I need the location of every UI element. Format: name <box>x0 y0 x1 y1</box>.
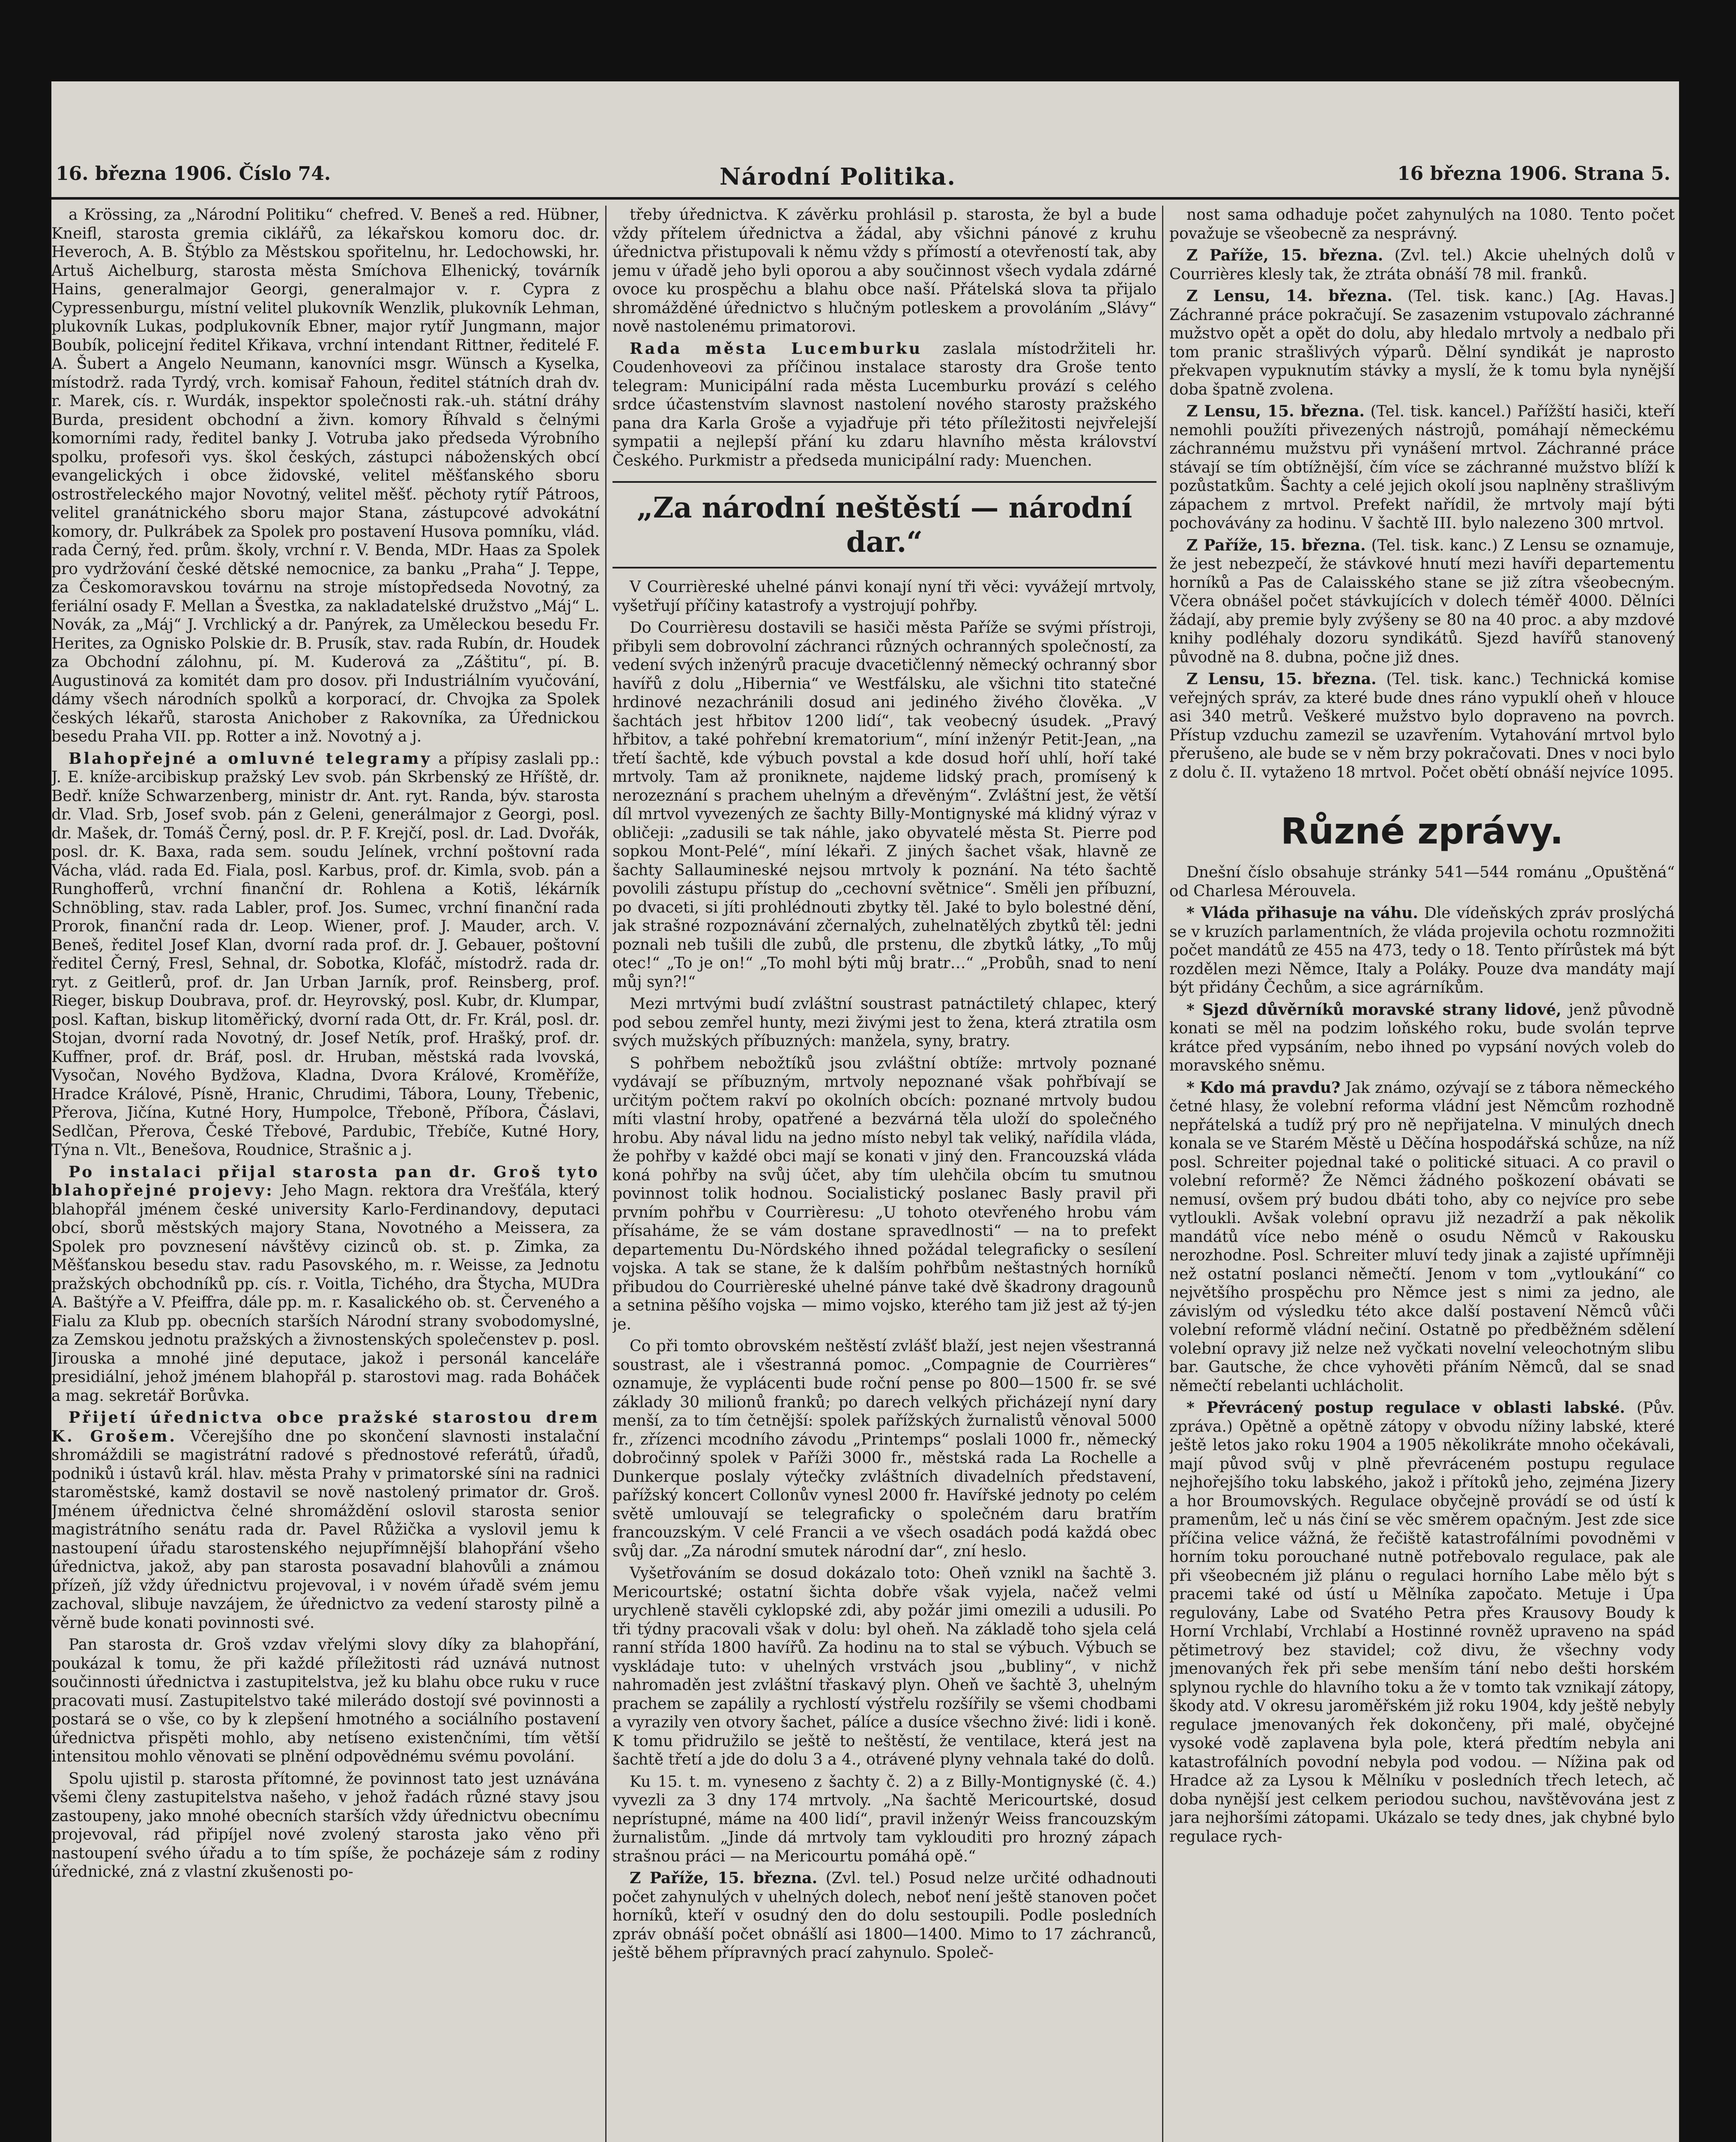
article-paragraph: a Krössing, za „Národní Politiku“ chefred. V. Beneš a red. Hübner, Kneifl, starosta gremia ciklářů, za lékařskou komoru doc. dr. Heveroch, A. B. Štýblo za Městskou spořitelnu, hr. Ledochowski, hr. Artuš Aichelburg, starosta města Smíchova Elhenický, továrník Hains, generalmajor Georgi, generalmajor v. r. Cypra z Cypressenburgu, místní velitel plukovník Wenzlik, plukovník Lehman, plukovník Lukas, podplukovník Ebner, major rytíř Jungmann, major Boubík, policejní ředitel Křikava, vrchní intendant Rittner, ředitelé F. A. Šubert a Angelo Neumann, kanovníci msgr. Wünsch a Kyselka, místodrž. rada Tyrdý, vrch. komisař Fahoun, ředitel státních drah dv. r. Marek, cís. r. Wurdák, inspektor společnosti rak.-uh. státní dráhy Burda, president obchodní a živn. komory Říhvald s čelnými komorními rady, ředitel banky J. Votruba jako předseda Výrobního spolku, profesoři vys. škol českých, zástupci náboženských obcí evangelických i obce židovské, velitel měšťanského sboru ostrostřeleckého major Novotný, velitel měšť. pěchoty rytíř Pátroos, velitel granátnického sboru major Stana, zástupcové advokátní komory, dr. Pulkrábek za Spolek pro postavení Husova pomníku, vlád. rada Černý, řed. prům. školy, vrchní r. V. Benda, MDr. Haas za Spolek pro vydržování české dětské nemocnice, za banku „Praha“ J. Teppe, za Českomoravskou továrnu na stroje místopředseda Novotný, za feriální osady F. Mellan a Švestka, za nakladatelské družstvo „Máj“ L. Novák, za „Máj“ J. Vrchlický a dr. Panýrek, za Uměleckou besedu Fr. Herites, za Ognisko Polskie dr. B. Prusík, stav. rada Rubín, dr. Houdek za Obchodní zálohnu, pí. M. Kuderová za „Záštitu“, pí. B. Augustinová za komitét dam pro dosov. při Industriálním vyučování, dámy všech národních spolků a korporací, dr. Chvojka za Spolek českých lékařů, starosta Anichober z Rakovníka, za Úřednickou besedu Praha VII. pp. Rotter a inž. Novotný a j. <box>51 206 600 745</box>
paragraph-lead: Z Lensu, 14. března. <box>1186 287 1392 305</box>
column-divider <box>1162 206 1163 2142</box>
paragraph-lead: * Převrácený postup regulace v oblasti labské. <box>1186 1399 1625 1417</box>
paragraph-lead: Z Lensu, 15. března. <box>1186 670 1377 688</box>
paragraph-lead: Z Paříže, 15. března. <box>1186 536 1366 554</box>
column-3 <box>1169 206 1675 2142</box>
article-paragraph <box>1169 402 1675 533</box>
paragraph-text: Dle vídeňských zpráv proslýchá se v kruzích parlamentních, že vláda projevila ochotu rozmnožiti počet mandátů ze 455 na 473, tedy o 18. Tento přírůstek má být rozdělen mezi Němce, Italy a Poláky. Pouze dva mandáty mají být přidány Čechům, a sice agrárníkům. <box>1169 904 1675 996</box>
header-date-issue: 16. března 1906. Číslo 74. <box>56 163 331 185</box>
article-paragraph: Pan starosta dr. Groš vzdav vřelými slovy díky za blahopřání, poukázal k tomu, že při každé příležitosti rád uznává nutnost součinnosti úřednictva i zastupitelstva, jež ku blahu obce ruku v ruce pracovati musí. Zastupitelstvo také milerádo dostojí své povinnosti a postará se o vše, co by k zlepšení hmotného a sociálního postavení úřednictva přispěti mohlo, aby netíseno existenčními, tím větší intensitou mohlo věnovati se plnění odpovědnému svému povolání. <box>51 1636 600 1765</box>
paragraph-text: (Tel. tisk. kanc.) Technická komise veřejných správ, za které bude dnes ráno vypuklí oheň v hlouce asi 340 metrů. Veškeré mužstvo bylo dopraveno na povrch. Přístup vzduchu zamezil se uzavřením. Vytahování mrtvol bylo přerušeno, ale bude se v něm brzy pokračovati. Dnes v noci bylo z dolu č. II. vytaženo 18 mrtvol. Počet obětí obnáší nejvíce 1095. <box>1169 670 1675 781</box>
article-paragraph: třeby úřednictva. K závěrku prohlásil p. starosta, že byl a bude vždy přítelem úřednictva a žádal, aby všichni pánové z kruhu úřednictva přistupovali k němu vždy s přímostí a otevřeností tak, aby jemu v úřadě jeho byli oporou a aby součinnost všech vydala zdárné ovoce ku prospěchu a blahu obce naší. Přátelská slova ta přijalo shromážděné úřednictvo s hlučným potleskem a provoláním „Slávy“ nově nastolenému primatorovi. <box>613 206 1156 335</box>
article-paragraph: Ku 15. t. m. vyneseno z šachty č. 2) a z Billy-Montignyské (č. 4.) vyvezli za 3 dny 174 mrtvoly. „Na šachtě Mericourtské, dosud neprístupné, máme na 400 lidí“, pravil inženýr Weiss francouzským žurnalistům. „Jinde dá mrtvoly tam vyklouditi pro hrozný zápach strašnou práci — na Mericourtu pomáhá opě.“ <box>613 1773 1156 1865</box>
article-paragraph <box>51 1409 600 1632</box>
article-paragraph <box>51 1163 600 1406</box>
article-paragraph <box>1169 1001 1675 1075</box>
paragraph-text: (Zvl. tel.) Akcie uhelných dolů v Courrières klesly tak, že ztráta obnáší 78 mil. franků. <box>1169 247 1675 283</box>
paragraph-lead: Blahopřejné a omluvné telegramy <box>69 749 432 768</box>
article-paragraph <box>1169 1399 1675 1846</box>
paragraph-text: zaslala místodržiteli hr. Coudenhoveovi za příčinou instalace starosty dra Groše tento telegram: Municipální rada města Lucemburku provází s celého srdce účastenstvím slavnost nastolení nového starosty pražského pana dra Karla Groše a vyjadřuje při této příležitosti nejvřelejší sympatii a nejlepší přání ku zdaru hlavního města království Českého. Purkmistr a předseda municipální rady: Muenchen. <box>613 340 1156 470</box>
article-paragraph: S pohřbem nebožtíků jsou zvláštní obtíže: mrtvoly poznané vydávají se příbuzným, mrtvoly nepoznané však pohřbívají se určitým počtem rakví po okolních obcích: poznané mrtvoly budou míti vlastní hroby, opatřené a bezvárná těla uloží do společného hrobu. Aby nával lidu na jedno místo nebyl tak veliký, nařídila vláda, že pohřby v každé obci mají se konati v jiný den. Francouzská vláda koná pohřby na svůj účet, aby tím ulehčila obcím tu smutnou povinnost tolik hodnou. Socialistický poslanec Basly pravil při prvním pohřbu v Courrièresu: „U tohoto otevřeného hrobu vám přísaháme, že se vám dostane spravedlnosti“ — na to prefekt departementu Du-Nördského ihned požádal telegraficky o sesílení vojska. A tak se stane, že k dalším pohřbům neštastných horníků přibudou do Courrièreské uhelné pánve také dvě škadrony dragounů a setnina pěšího vojska — mimo vojsko, kterého tam již jest až tý-jen je. <box>613 1054 1156 1333</box>
article-paragraph <box>1169 287 1675 399</box>
article-paragraph <box>1169 670 1675 782</box>
article-headline: „Za národní neštěstí — národní dar.“ <box>613 481 1156 568</box>
article-paragraph <box>1169 246 1675 284</box>
paragraph-text: jenž původně konati se měl na podzim loňského roku, bude svolán teprve krátce před vypsáním, nebo ihned po vypsání nových voleb do moravského sněmu. <box>1169 1001 1675 1074</box>
paragraph-lead: Rada města Lucemburku <box>630 339 923 358</box>
article-paragraph <box>51 750 600 1160</box>
article-paragraph <box>1169 1079 1675 1396</box>
column-divider <box>605 206 607 2142</box>
paragraph-lead: Z Paříže, 15. března. <box>630 1869 818 1887</box>
section-title: Různé zprávy. <box>1280 810 1564 852</box>
article-paragraph: Vyšetřováním se dosud dokázalo toto: Oheň vznikl na šachtě 3. Mericourtské; ostatní šichta dobře však vyjela, načež velmi urychleně stavěli cyklopské zdi, aby požár jimi omezili a udusili. Po tři týdny pracovali však v dolu: byl oheň. Na základě toho sjela celá ranní střída 1800 havířů. Za hodinu na to stal se výbuch. Výbuch se vyskládaje tuto: v uhelných vrstvách jsou „bubliny“, v nichž nahromaděn jest zvláštní třaskavý plyn. Oheň ve šachtě 3, uhelným prachem se zapálily a rychlostí výstřelu rozšířily se všemi chodbami a vyrazily ven otvory šachet, pálíce a dusíce všechno živé: lidi i koně. K tomu přidružilo se ještě to neštěstí, že ventilace, která jest na šachtě třetí a jde do dolu 3 a 4., otrávené plyny vehnala také do dolů. <box>613 1565 1156 1768</box>
paragraph-text: (Tel. tisk. kanc.) [Ag. Havas.] Záchranné práce pokračují. Se zasazenim vstupovalo záchranné mužstvo opět a opět do dolu, aby hledalo mrtvoly a nedbalo při tom pranic strašlivých výparů. Dělní syndikát je naprosto překvapen vypuknutím stávky a myslí, že k tomu byla nynější doba špatně zvolena. <box>1169 287 1675 398</box>
paragraph-lead: * Sjezd důvěrníků moravské strany lidové, <box>1186 1000 1562 1019</box>
article-paragraph: Co při tomto obrovském neštěstí zvlášť blaží, jest nejen všestranná soustrast, ale i všestranná pomoc. „Compagnie de Courrières“ oznamuje, že vyplácenti bude roční pense po 800—1500 fr. se své základy 30 milionů franků; po darech velkých přicházejí nyní dary menší, za to tím četnější: spolek pařížských žurnalistů věnoval 5000 fr., zřízenci mcodního závodu „Printemps“ poslali 1000 fr., německý dobročinný spolek v Paříži 3000 fr., městská rada La Rochelle a Dunkerque poslaly výtečky zvláštních divadelních představení, pařížský koncert Collonův vynesl 2000 fr. Havířské jednoty po celém světě umlouvají se telegraficky o společném daru bratřím francouzským. V celé Francii a ve všech osadách podá každá obec svůj dar. „Za národní smutek národní dar“, zní heslo. <box>613 1337 1156 1560</box>
paragraph-text: Včerejšího dne po skončení slavnosti instalační shromáždili se magistrátní radové s přednostové referátů, úřadů, podniků i ústavů král. hlav. města Prahy v primatorské síni na radnici staroměstské, kamž dostavil se nově nastolený primator dr. Groš. Jménem úřednictva čelné shromáždění oslovil starosta senior magistrátního senátu rada dr. Pavel Růžička a vyslovil jemu k nastoupení úřadu starostenského nejupřímnější blahopřání všeho úřednictva, jakož, aby pan starosta posavadní blahovůli a známou přízeň, jíž vždy úřednictvu projevoval, i v novém úřadě svém jemu zachoval, slibuje navzájem, že úřednictvo za vedení starosty pilně a věrně bude konati povinnosti své. <box>51 1427 600 1632</box>
header-rule <box>51 197 1679 200</box>
article-paragraph <box>1169 536 1675 667</box>
paragraph-lead: * Kdo má pravdu? <box>1186 1078 1341 1097</box>
paragraph-text: (Tel. tisk. kanc.) Z Lensu se oznamuje, že jest nebezpečí, že stávkové hnutí mezi havíři departementu horníků a Pas de Calaisského stane se již zítra všeobecným. Včera obnášel počet stávkujících v dolech téměř 4000. Dělníci žádají, aby premie byly zvýšeny se 80 na 40 proc. a aby mzdové knihy podléhaly dozoru syndikátů. Sjezd havířů stanovený původně na 8. dubna, počne již dnes. <box>1169 536 1675 666</box>
paragraph-text: (Zvl. tel.) Posud nelze určité odhadnouti počet zahynulých v uhelných dolech, neboť není ještě stanoven počet horníků, kteří v osudný den do dolu sestoupili. Podle posledních zpráv obnáší počet obnášlí asi 1800—1400. Mimo to 17 záchranců, ještě během přípravných prací zahynulo. Společ- <box>613 1870 1156 1962</box>
paragraph-text: a přípisy zaslali pp.: J. E. kníže-arcibiskup pražský Lev svob. pán Skrbenský ze Hříště, dr. Bedř. kníže Schwarzenberg, ministr dr. Ant. ryt. Randa, býv. starosta dr. Vlad. Srb, Josef svob. pán z Geleni, generálmajor z Georgi, posl. dr. Mašek, dr. Tomáš Černý, posl. dr. P. F. Krejčí, posl. dr. Lad. Dvořák, posl. dr. K. Baxa, rada sem. soudu Jelínek, vrchní poštovní rada Vácha, vlád. rada Ed. Fiala, posl. Karbus, prof. dr. Kimla, svob. pán a Runghofferů, vrchní finanční dr. Rohlena a Kotiš, lékárník Schnöbling, stav. rada Labler, prof. Jos. Sumec, vrchní finanční rada Prorok, finanční rada dr. Leop. Wiener, prof. J. Mauder, arch. V. Beneš, ředitel Josef Klan, dvorní rada prof. dr. J. Gebauer, poštovní ředitel Černý, Fresl, Sehnal, dr. Sobotka, Klofáč, místodrž. rada dr. ryt. z Geitlerů, prof. dr. Jan Urban Jarník, prof. Reinsberg, prof. Rieger, biskup Doubrava, prof. dr. Heyrovský, posl. Kubr, dr. Klumpar, posl. Kaftan, biskup litoměřický, dvorní rada Ott, dr. Fr. Král, posl. dr. Stojan, dvorní rada Novotný, dr. Josef Netík, prof. Hrašký, prof. dr. Kuffner, prof. dr. Bráf, posl. dr. Hruban, městská rada lvovská, Vysočan, Nového Bydžova, Kladna, Dvora Králové, Kroměříže, Hradce Králové, Písně, Hranic, Chrudimi, Tábora, Louny, Třebenic, Přerova, Jičína, Kutné Hory, Humpolce, Třeboně, Příbora, Čáslavi, Sedlčan, Přerova, České Třebové, Pardubic, Třebíče, Kutné Hory, Týna n. Vlt., Benešova, Roudnice, Strašnic a j. <box>51 750 600 1159</box>
article-paragraph <box>613 340 1156 470</box>
paragraph-lead: Z Lensu, 15. března. <box>1186 402 1365 420</box>
article-paragraph: Spolu ujistil p. starosta přítomné, že povinnost tato jest uznávána všemi členy zastupitelstva našeho, v jehož řadách různé stavy jsou zastoupeny, jako mnohé obecních starších vždy úřednictvu obecnímu projevoval, rád připíjel nové zvolený starosta jako věno při nastoupení svého úřadu a to tím spíše, že pocházeje sám z rodiny úřednické, zná z vlastní zkušenosti po- <box>51 1770 600 1881</box>
paragraph-lead: Po instalaci přijal starosta pan dr. Groš tyto blahopřejné projevy: <box>51 1163 600 1200</box>
paragraph-lead: Přijetí úřednictva obce pražské starostou drem K. Grošem. <box>51 1409 600 1445</box>
masthead-title: Národní Politika. <box>720 163 956 190</box>
header-date-page: 16 března 1906. Strana 5. <box>1397 163 1670 185</box>
article-paragraph <box>1169 904 1675 997</box>
paragraph-lead: * Vláda přihasuje na váhu. <box>1186 904 1418 922</box>
paragraph-text: (Tel. tisk. kancel.) Pařížští hasiči, kteří nemohli použíti přivezených nástrojů, pomáhají německému záchrannému mužstvu při vynášení mrtvol. Záchranné práce stávají se tím obtížnější, čím více se záchranné mužstvo blíží k pozůstatkům. Šachty a celé jejich okolí jsou naplněny strašlivým zápachem z mrtvol. Prefekt nařídil, že mrtvoly mají býti pochovávány za hodinu. V šachtě III. bylo nalezeno 300 mrtvol. <box>1169 403 1675 532</box>
newspaper-page <box>51 81 1679 2142</box>
paragraph-text: Jeho Magn. rektora dra Vrešťála, který blahopřál jménem české university Karlo-Ferdinandovy, deputaci obcí, sborů městských majory Stana, Novotného a Meissera, za Spolek pro povznesení návštěvy cizinců ob. st. p. Zimka, za Měšťanskou besedu stav. radu Pasovského, m. r. Weisse, za Jednotu pražských obchodníků pp. cís. r. Voitla, Tichého, dra Štycha, MUDra A. Baštýře a V. Pfeiffra, dále pp. m. r. Kasalického ob. st. Červeného a Fialu za Klub pp. obecních starších Národní strany svobodomyslné, za Zemskou jednotu pražských a živnostenských společenstev p. posl. Jirouska a mnohé jiné deputace, jakož i personál kanceláře presidiální, jehož jménem blahopřál p. starostovi mag. rada Boháček a mag. sekretář Borůvka. <box>51 1182 600 1405</box>
paragraph-text: (Pův. zpráva.) Opětně a opětně zátopy v obvodu nížiny labské, které ještě letos jako roku 1904 a 1905 několikráte mnoho očekávali, mají původ svůj v plně převráceném postupu regulace nejhořejšího toku labského, jakož i přítoků jeho, zejména Jizery a hor Broumovských. Regulace obyčejně provádí se od ústí k pramenům, leč u nás činí se věc směrem opačným. Jest zde sice příčina velice vážná, že řečiště katastrofálními povodněmi v horním toku porouchané nutně potřebovalo regulace, pak ale při všeobecném již plánu o regulaci horního Labe mělo být s pracemi také od ústí u Mělníka započato. Metuje i Úpa regulovány, Labe od Svatého Petra přes Krausovy Boudy k Horní Vrchlabí, Vrchlabí a Hostinné rovněž upraveno na spád pětimetrový bez stavidel; což divu, že všechny vody jmenovaných řek při sebe menším tání nebo dešti horském splynou rychle do hlavního toku a že v tomto tak vznikají zátopy, škody atd. V okresu jaroměřském již roku 1904, kdy ještě nebyly regulace jmenovaných řek dokončeny, při malé, obyčejné vysoké vodě zaplavena byla pole, která předtím nebyla ani katastrofálních povodní nebyla pod vodou. — Nížina pak od Hradce až za Lysou k Mělníku v posledních třech letech, ač doba nynější jest celkem periodou suchou, navštěvována jest z jara nejhoršími zátopami. Ukázalo se tedy dnes, jak chybné bylo regulace rych- <box>1169 1399 1675 1846</box>
column-1 <box>51 206 600 2142</box>
article-paragraph: Mezi mrtvými budí zvláštní soustrast patnáctiletý chlapec, který pod sebou zemřel hunty, mezi živými jest to žena, která ztratila osm svých mužských příbuzných: manžela, syny, bratry. <box>613 995 1156 1050</box>
article-paragraph <box>613 1869 1156 1963</box>
article-paragraph: V Courrièreské uhelné pánvi konají nyní tři věci: vyvážejí mrtvoly, vyšetřují příčiny katastrofy a vystrojují pohřby. <box>613 578 1156 615</box>
paragraph-text: Jak známo, ozývají se z tábora německého četné hlasy, že volební reforma vládní jest Němcům rozhodně nepřátelská a tudíž prý pro ně nepřijatelna. V minulých dnech konala se ve Starém Městě u Děčína hospodářská schůze, na níž posl. Schreiter pojednal také o politické situaci. A co pravil o volební reformě? Že Němci žádného poškození obávati se nemusí, ovšem prý budou dbáti toho, aby co nejvíce pro sebe vytloukli. Avšak volební opravu již nezadrží a pak několik mandátů více nebo méně o osudu Němců v Rakousku nerozhodne. Posl. Schreiter mluví tedy jinak a zajisté upřímněji než ostatní poslanci němečtí. Jenom v tom „vytloukání“ co největšího prospěchu pro Němce jest s nimi za jedno, ale závislým od výsledku této akce další postavení Němců vůči volební reformě vládní nečiní. Ostatně po předběžném sdělení volební opravy již nelze než vyčkati novelní veleochotným slibu bar. Gautsche, že chce vyhověti přáním Němců, dal se snad němečtí rebelanti uchlácholit. <box>1169 1079 1675 1395</box>
column-2 <box>613 206 1156 2142</box>
article-paragraph: Dnešní číslo obsahuje stránky 541—544 románu „Opuštěná“ od Charlesa Mérouvela. <box>1169 864 1675 900</box>
article-paragraph: nost sama odhaduje počet zahynulých na 1080. Tento počet považuje se všeobecně za nesprávný. <box>1169 206 1675 242</box>
article-paragraph: Do Courrièresu dostavili se hasiči města Paříže se svými přístroji, přibyli sem dobrovolní záchranci různých ochranných společností, za vedení svých inženýrů pracuje dvacetičlenný německý ochranný sbor havířů z dolu „Hibernia“ ve Westfálsku, ale všichni tito statečné hrdinové nezachránili dosud ani jediného živého člověka. „V šachtách jest hřbitov 1200 lidí“, tak veobecný úsudek. „Pravý hřbitov, a také pohřební krematorium“, míní inženýr Petit-Jean, „na třetí šachtě, kde výbuch povstal a kde dosud hoří uhlí, hoří také mrtvoly. Tam až proniknete, najdeme lidský prach, promísený k nerozeznání s prachem uhelným a dřevěným“. Zvláštní jest, že větší díl mrtvol vyvezených ze šachty Billy-Montignyské má klidný výraz v obličeji: „zadusili se tak náhle, jako obyvatelé města St. Pierre pod sopkou Mont-Pelé“, míní lékaři. Z jiných šachet však, hlavně ze šachty Sallaumineské nejsou mrtvoly k poznání. Na této šachtě povolili zástupu přístup do „cechovní světnice“. Směli jen příbuzní, po dvaceti, si jíti prohlédnouti zbytky těl. Jaké to bylo bolestné dění, jak strašné rozpoznávání zčernalých, zuhelnatělých zbytků těl: jedni poznali neb tušili dle zubů, dle prstenu, dle zbytků látky, „To můj otec!“ „To je on!“ „To mohl býti můj bratr…“ „Probůh, snad to není můj syn?!“ <box>613 619 1156 991</box>
paragraph-lead: Z Paříže, 15. března. <box>1186 246 1383 264</box>
page-header <box>51 154 1679 193</box>
